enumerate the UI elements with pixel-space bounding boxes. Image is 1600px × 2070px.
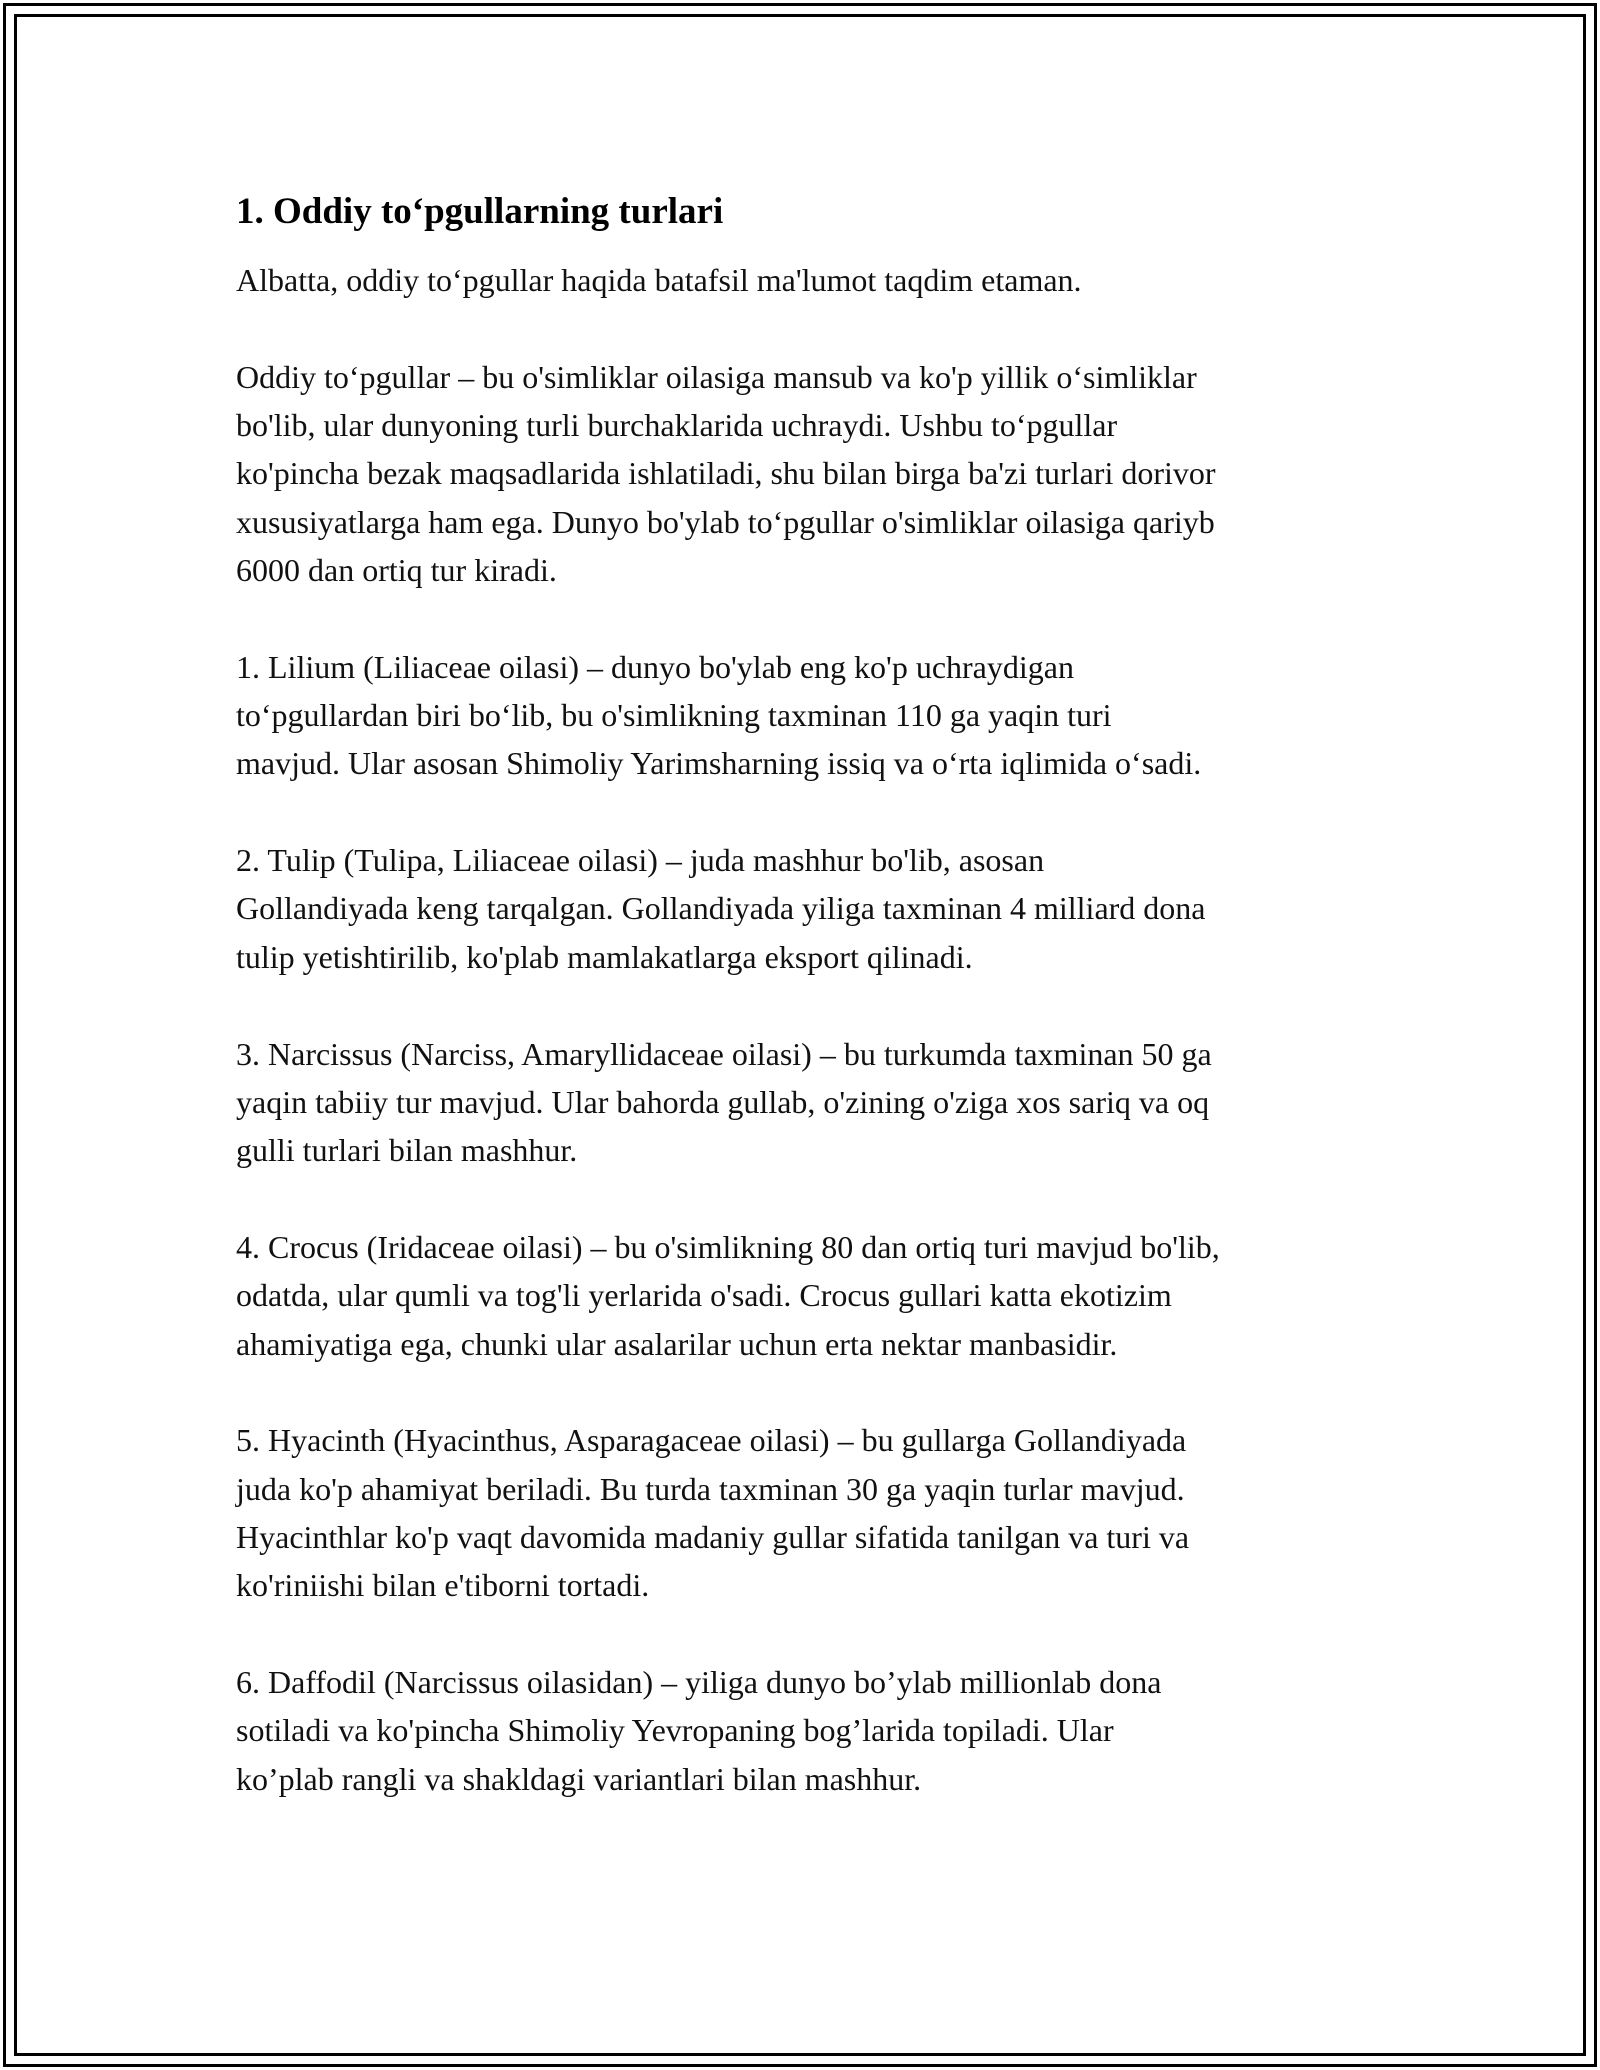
list-item-crocus: 4. Crocus (Iridaceae oilasi) – bu o'simlikning 80 dan ortiq turi mavjud bo'lib, odatda, ular qumli va tog'li yerlarida o'sadi. Crocus gullari katta ekotizim ahamiyatiga ega, chunki ular asalarilar uchun erta nektar manbasidir. bbox=[236, 1228, 1220, 1362]
document-title: 1. Oddiy to‘pgullarning turlari bbox=[236, 191, 724, 232]
list-item-lilium: 1. Lilium (Liliaceae oilasi) – dunyo bo'ylab eng ko'p uchraydigan to‘pgullardan biri bo‘lib, bu o'simlikning taxminan 110 ga yaqin turi mavjud. Ular asosan Shimoliy Yarimsharning issiq va o‘rta iqlimida o‘sadi. bbox=[236, 648, 1202, 782]
list-item-tulip: 2. Tulip (Tulipa, Liliaceae oilasi) – juda mashhur bo'lib, asosan Gollandiyada keng tarqalgan. Gollandiyada yiliga taxminan 4 milliard dona tulip yetishtirilib, ko'plab mamlakatlarga eksport qilinadi. bbox=[236, 842, 1206, 975]
document-body bbox=[236, 186, 1376, 1851]
intro-paragraph: Albatta, oddiy to‘pgullar haqida batafsil ma'lumot taqdim etaman. bbox=[236, 262, 1082, 298]
list-item-hyacinth: 5. Hyacinth (Hyacinthus, Asparagaceae oilasi) – bu gullarga Gollandiyada juda ko'p ahamiyat beriladi. Bu turda taxminan 30 ga yaqin turlar mavjud. Hyacinthlar ko'p vaqt davomida madaniy gullar sifatida tanilgan va turi va ko'riniishi bilan e'tiborni tortadi. bbox=[236, 1422, 1190, 1604]
list-item-daffodil: 6. Daffodil (Narcissus oilasidan) – yiliga dunyo bo’ylab millionlab dona sotiladi va ko'pincha Shimoliy Yevropaning bog’larida topiladi. Ular ko’plab rangli va shakldagi variantlari bilan mashhur. bbox=[236, 1664, 1162, 1797]
list-item-narcissus: 3. Narcissus (Narciss, Amaryllidaceae oilasi) – bu turkumda taxminan 50 ga yaqin tabiiy tur mavjud. Ular bahorda gullab, o'zining o'ziga xos sariq va oq gulli turlari bilan mashhur. bbox=[236, 1035, 1212, 1169]
overview-paragraph: Oddiy to‘pgullar – bu o'simliklar oilasiga mansub va ko'p yillik o‘simliklar bo'lib, ular dunyoning turli burchaklarida uchraydi. Ushbu to‘pgullar ko'pincha bezak maqsadlarida ishlatiladi, shu bilan birga ba'zi turlari dorivor xususiyatlarga ham ega. Dunyo bo'ylab to‘pgullar o'simliklar oilasiga qariyb 6000 dan ortiq tur kiradi. bbox=[236, 358, 1216, 588]
